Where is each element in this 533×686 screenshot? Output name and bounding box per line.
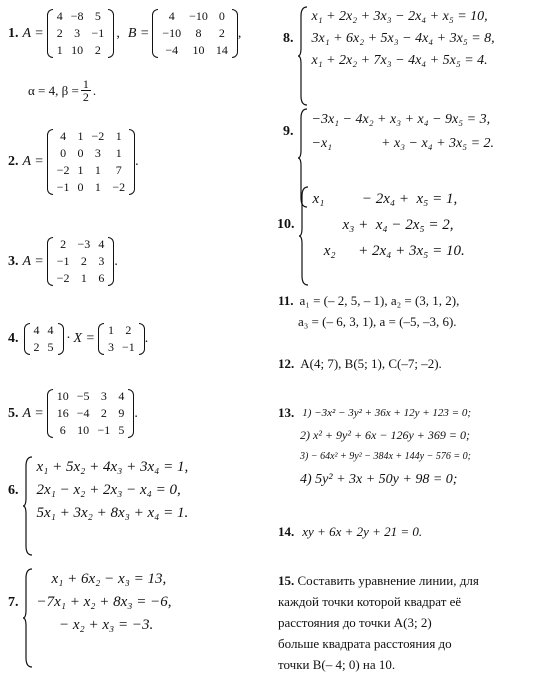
matrix-cell: −2	[56, 271, 70, 285]
brace-icon	[298, 6, 308, 106]
matrix-cell: 4	[33, 323, 40, 337]
problem-1: 1. A = 4 −8 5 2 3 −1 1 10 2 , B = 4 −10 0 −10 8 2 −4 10 14 ,	[8, 9, 242, 57]
equation-system	[23, 568, 172, 637]
matrix-cell: 1	[108, 323, 114, 337]
matrix-cell: 4	[56, 9, 63, 23]
matrix-cell: 2	[56, 26, 63, 40]
matrix-cell: 6	[98, 271, 105, 285]
matrix-cell: −1	[122, 340, 135, 354]
problem-11	[278, 290, 459, 332]
matrix-cell: 0	[218, 9, 225, 23]
matrix-right	[98, 322, 145, 356]
matrix-cell: 2	[60, 237, 67, 251]
problem-number: 13.	[278, 405, 295, 420]
problem-7	[8, 568, 171, 637]
matrix-cell: 1	[77, 129, 84, 143]
matrix-cell: 3	[108, 340, 114, 354]
matrix-cell: 0	[77, 180, 84, 194]
matrix-cell: 10	[77, 423, 90, 437]
equation-line: x₁ + 6x₂ − x₃ = 13,	[36, 571, 167, 587]
vectors-line-1: a₁ = (– 2, 5, – 1), a₂ = (3, 1, 2),	[299, 293, 460, 308]
matrix-cell: 10	[71, 43, 84, 57]
matrix-cell: 4	[47, 323, 54, 337]
matrix-a	[47, 388, 135, 439]
matrix-cell: 8	[195, 26, 202, 40]
equation-line: x₁ − 2x₄ + x₅ = 1,	[312, 191, 458, 207]
matrix-cell: −4	[165, 43, 179, 57]
matrix-row	[53, 388, 129, 405]
problem-number: 12.	[278, 356, 295, 371]
matrix-cell: 3	[98, 254, 105, 268]
matrix-cell: −1	[91, 26, 105, 40]
problem-5: 5. A = 10 −5 3 4 16 −4 2 9 6 10 −1 5 .	[8, 389, 138, 437]
matrix-cell: −5	[76, 389, 90, 403]
problem-number: 11.	[278, 293, 294, 308]
matrix-cell: 3	[100, 389, 107, 403]
matrix-cell: 9	[118, 406, 125, 420]
matrix-cell: −8	[70, 9, 84, 23]
matrix-row	[53, 42, 109, 59]
matrix-cell: 5	[47, 340, 54, 354]
matrix-label: B =	[127, 25, 150, 41]
matrix-row	[53, 405, 129, 422]
problem-number: 3.	[8, 253, 19, 269]
params-text: α = 4, β =	[28, 82, 79, 98]
problem-13	[278, 402, 471, 492]
matrix-cell: 10	[192, 43, 205, 57]
matrix-cell: 2	[94, 43, 101, 57]
equation-item: 1) −3x² − 3y² + 36x + 12y + 123 = 0;	[302, 407, 471, 419]
matrix-cell: 16	[56, 406, 69, 420]
equation-middle: · X =	[66, 331, 95, 346]
matrix-row	[53, 128, 129, 145]
matrix-row	[158, 8, 232, 25]
points-text: A(4; 7), B(5; 1), C(–7; –2).	[300, 356, 442, 371]
matrix-cell: 1	[77, 163, 84, 177]
equation-item: 3) − 64x² + 9y² − 384x + 144y − 576 = 0;	[300, 451, 471, 462]
matrix-row	[53, 8, 109, 25]
matrix-a	[47, 236, 115, 287]
matrix-cell: 0	[60, 146, 67, 160]
text-line: расстояния до точки А(3; 2)	[278, 615, 432, 630]
matrix-cell: −2	[56, 163, 70, 177]
matrix-cell: 3	[74, 26, 81, 40]
matrix-cell: 10	[56, 389, 69, 403]
matrix-cell: 4	[118, 389, 125, 403]
matrix-cell: −3	[77, 237, 91, 251]
problem-number: 5.	[8, 405, 19, 421]
matrix-cell: 5	[118, 423, 125, 437]
matrix-cell: 4	[168, 9, 175, 23]
equation-line: −7x₁ + x₂ + 8x₃ = −6,	[36, 594, 172, 610]
equation-system	[23, 456, 189, 525]
problem-number: 14.	[278, 524, 295, 539]
equation-item: 4) 5y² + 3x + 50y + 98 = 0;	[300, 472, 458, 487]
matrix-label: A =	[22, 253, 44, 269]
fraction	[81, 78, 91, 103]
equation-system	[299, 186, 465, 264]
matrix-cell: 2	[218, 26, 225, 40]
matrix-cell: −4	[76, 406, 90, 420]
brace-icon	[23, 456, 33, 556]
equation-line: −x₁ + x₃ − x₄ + 3x₅ = 2.	[311, 136, 495, 151]
matrix-cell: 1	[80, 271, 87, 285]
matrix-cell: −2	[112, 180, 126, 194]
equation-line: 3x₁ + 6x₂ + 5x₃ − 4x₄ + 3x₅ = 8,	[311, 31, 495, 46]
matrix-cell: 0	[77, 146, 84, 160]
matrix-cell: −2	[91, 129, 105, 143]
matrix-row	[53, 145, 129, 162]
matrix-cell: 1	[94, 163, 101, 177]
matrix-cell: 4	[98, 237, 105, 251]
matrix-cell: 1	[115, 129, 122, 143]
matrix-cell: −10	[162, 26, 182, 40]
matrix-row	[53, 422, 129, 439]
problem-4: 4. 4 4 2 5 · X = 1 2 3 −1 .	[8, 323, 149, 354]
matrix-cell: 2	[125, 323, 132, 337]
problem-6	[8, 456, 188, 525]
equation-system	[298, 6, 495, 72]
matrix-a	[47, 128, 135, 196]
matrix-label: A =	[22, 25, 44, 41]
equation-line: 5x₁ + 3x₂ + 8x₃ + x₄ = 1.	[36, 505, 189, 521]
matrix-cell: 4	[60, 129, 67, 143]
problem-10	[277, 186, 465, 264]
matrix-cell: −10	[189, 9, 208, 23]
problem-1-params: α = 4, β = $\frac{1}{2}$ .	[28, 77, 97, 104]
text-line: точки В(– 4; 0) на 10.	[278, 657, 396, 672]
matrix-cell: 3	[94, 146, 101, 160]
matrix-left	[24, 322, 64, 356]
matrix-row	[53, 162, 129, 179]
equation-line: x₁ + 2x₂ + 3x₃ − 2x₄ + x₅ = 10,	[311, 9, 488, 24]
equation-line: −3x₁ − 4x₂ + x₃ + x₄ − 9x₅ = 3,	[311, 112, 491, 127]
problem-number: 8.	[283, 31, 294, 46]
problem-number: 1.	[8, 25, 19, 41]
problem-number: 7.	[8, 594, 19, 610]
matrix-cell: −1	[56, 254, 70, 268]
matrix-row	[104, 322, 139, 339]
equation-system	[298, 108, 495, 156]
problem-2: 2. A = 4 1 −2 1 0 0 3 1 −2 1 1 7 −1 0 1 −2 .	[8, 129, 139, 194]
matrix-a	[47, 8, 115, 59]
problem-number: 2.	[8, 154, 19, 169]
matrix-row	[104, 339, 139, 356]
matrix-cell: 1	[56, 43, 63, 57]
equation-line: x₃ + x₄ − 2x₅ = 2,	[312, 217, 454, 233]
problem-15	[278, 570, 508, 675]
equation-line: x₂ + 2x₄ + 3x₅ = 10.	[312, 243, 465, 259]
matrix-label: A =	[22, 405, 44, 421]
text-line: Составить уравнение линии, для	[297, 573, 479, 588]
problem-number: 15.	[278, 573, 295, 588]
matrix-row	[158, 25, 232, 42]
vectors-line-2: a₃ = (– 6, 3, 1), a = (–5, –3, 6).	[298, 314, 457, 329]
problem-9	[283, 108, 494, 156]
equation-line: x₁ + 5x₂ + 4x₃ + 3x₄ = 1,	[36, 459, 189, 475]
text-line: каждой точки которой квадрат её	[278, 594, 462, 609]
matrix-cell: 1	[115, 146, 122, 160]
matrix-row	[53, 25, 109, 42]
fraction-denominator: 2	[82, 90, 89, 104]
brace-icon	[299, 186, 309, 286]
equation-line: x₁ + 2x₂ + 7x₃ − 4x₄ + 5x₅ = 4.	[311, 53, 488, 68]
equation-line: − x₂ + x₃ = −3.	[36, 617, 154, 633]
text-line: больше квадрата расстояния до	[278, 636, 452, 651]
matrix-cell: 5	[94, 9, 101, 23]
matrix-cell: 14	[215, 43, 228, 57]
equation-item: 2) x² + 9y² + 6x − 126y + 369 = 0;	[300, 428, 470, 442]
matrix-label: A =	[22, 154, 44, 169]
matrix-row	[53, 236, 109, 253]
matrix-row	[30, 339, 58, 356]
brace-icon	[23, 568, 33, 668]
problem-number: 9.	[283, 124, 294, 139]
equation-line: 2x₁ − x₂ + 2x₃ − x₄ = 0,	[36, 482, 181, 498]
matrix-row	[158, 42, 232, 59]
problem-8	[283, 6, 495, 72]
matrix-row	[53, 179, 129, 196]
fraction-numerator: 1	[82, 77, 89, 91]
matrix-cell: −1	[97, 423, 111, 437]
matrix-cell: 2	[100, 406, 107, 420]
problem-12	[278, 356, 442, 372]
problem-14	[278, 524, 422, 540]
matrix-row	[30, 322, 58, 339]
problem-3: 3. A = 2 −3 4 −1 2 3 −2 1 6 .	[8, 237, 118, 285]
matrix-cell: 6	[59, 423, 66, 437]
problem-number: 6.	[8, 482, 19, 498]
equation-text: xy + 6x + 2y + 21 = 0.	[302, 524, 423, 539]
matrix-cell: −1	[56, 180, 70, 194]
matrix-cell: 1	[94, 180, 101, 194]
matrix-row	[53, 270, 109, 287]
problem-number: 4.	[8, 331, 19, 346]
matrix-b	[152, 8, 238, 59]
matrix-row	[53, 253, 109, 270]
matrix-cell: 7	[115, 163, 122, 177]
problem-number: 10.	[277, 217, 295, 232]
matrix-cell: 2	[80, 254, 87, 268]
matrix-cell: 2	[33, 340, 40, 354]
